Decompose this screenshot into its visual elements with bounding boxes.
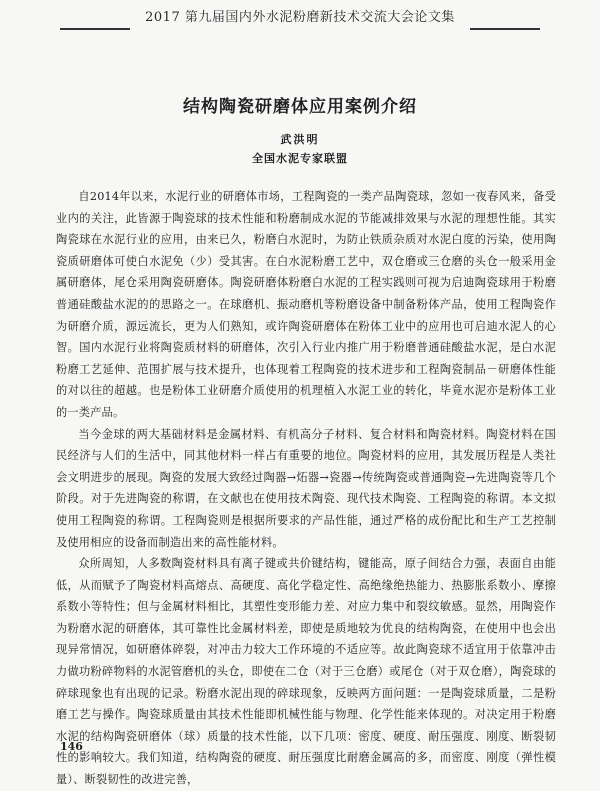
paragraph-3: 众所周知，人多数陶瓷材料具有离子键或共价键结构，键能高，原子间结合力强，表面自由能低，从而赋予了陶瓷材料高熔点、高硬度、高化学稳定性、高绝缘绝热能力、热膨胀系数小、摩擦系数小等特性；但与金属材料相比，其塑性变形能力差、对应力集中和裂纹敏感。显然，用陶瓷作为粉磨水泥的研磨体，其可靠性比金属材料差，即使是质地较为优良的结构陶瓷，在使用中也会出现异常情况，如研磨体碎裂，对冲击力较大工作环境的不适应等。故此陶瓷球不适宜用于依靠冲击力做功粉碎物料的水泥管磨机的头仓，即使在二仓（对于三仓磨）或尾仓（对于双仓磨），陶瓷球的碎球现象也有出现的记录。粉磨水泥出现的碎球现象，反映两方面问题：一是陶瓷球质量，二是粉磨工艺与操作。陶瓷球质量由其技术性能即机械性能与物理、化学性能来体现的。对决定用于粉磨水泥的结构陶瓷研磨体（球）质量的技术性能，以下几项：密度、硬度、耐压强度、刚度、断裂韧性的影响较大。我们知道，结构陶瓷的硬度、耐压强度比耐磨金属高的多，而密度、刚度（弹性模量）、断裂韧性的改进完善， — [56, 557, 556, 787]
running-header: 2017 第九届国内外水泥粉磨新技术交流大会论文集 — [145, 10, 455, 25]
author-affiliation: 全国水泥专家联盟 — [252, 152, 348, 165]
header-rule-right — [470, 28, 540, 30]
paragraph-1: 自2014年以来，水泥行业的研磨体市场，工程陶瓷的一类产品陶瓷球，忽如一夜春风来，备受业内的关注，此皆源于陶瓷球的技术性能和粉磨制成水泥的节能减排效果与水泥的理想性能。其实陶瓷球在水泥行业的应用，由来已久，粉磨白水泥时，为防止铁质杂质对水泥白度的污染，使用陶瓷质研磨体可使白水泥免（少）受其害。在白水泥粉磨工艺中，双仓磨或三仓磨的头仓一般采用金属研磨体，尾仓采用陶瓷研磨体。陶瓷研磨体粉磨白水泥的工程实践则可视为启迪陶瓷球用于粉磨普通硅酸盐水泥的的思路之一。在球磨机、振动磨机等粉磨设备中制备粉体产品，使用工程陶瓷作为研磨介质，源远流长，更为人们熟知，或许陶瓷研磨体在粉体工业中的应用也可启迪水泥人的心智。国内水泥行业将陶瓷质材料的研磨体，次引入行业内推广用于粉磨普通硅酸盐水泥，是白水泥粉磨工艺延伸、范围扩展与技术提升，也体现着工程陶瓷的技术进步和工程陶瓷制品－研磨体性能的对以往的超越。也是粉体工业研磨介质使用的机理植入水泥工业的转化，毕竟水泥亦是粉体工业的一类产品。 — [56, 190, 556, 419]
header-rule-left — [60, 28, 130, 30]
article-body — [56, 186, 556, 791]
paragraph-2: 当今金球的两大基础材料是金属材料、有机高分子材料、复合材料和陶瓷材料。陶瓷材料在国民经济与人们的生活中，同其他材料一样占有重要的地位。陶瓷材料的应用，其发展历程是人类社会文明进步的展现。陶瓷的发展大致经过陶器→炻器→瓷器→传统陶瓷或普通陶瓷→先进陶瓷等几个阶段。对于先进陶瓷的称谓，在文献也在使用技术陶瓷、现代技术陶瓷、工程陶瓷的称谓。本文拟使用工程陶瓷的称谓。工程陶瓷则是根据所要求的产品性能，通过严格的成份配比和生产工艺控制及使用相应的设备而制造出来的高性能材料。 — [56, 427, 556, 549]
author-name: 武洪明 — [280, 133, 320, 146]
article-title: 结构陶瓷研磨体应用案例介绍 — [183, 97, 417, 117]
page-number: 146 — [60, 740, 83, 753]
